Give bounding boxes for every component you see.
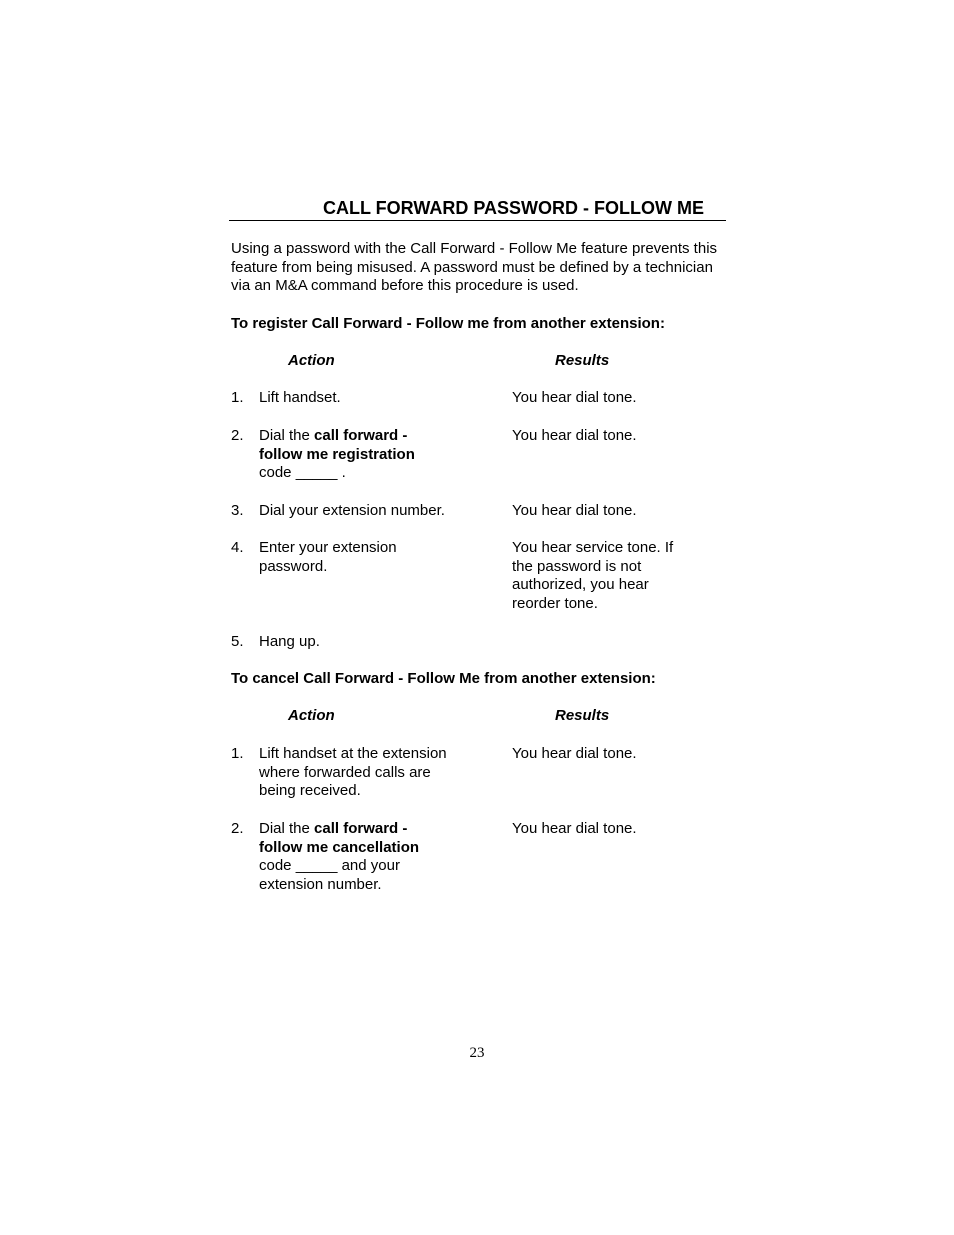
register-step-result: You hear dial tone. xyxy=(512,502,637,519)
register-step-action: Dial your extension number. xyxy=(259,502,445,519)
cancel-heading: To cancel Call Forward - Follow Me from another extension: xyxy=(231,670,656,687)
register-step-action: Lift handset. xyxy=(259,389,341,406)
cancel-results-header: Results xyxy=(555,707,610,724)
cancel-step-result: You hear dial tone. xyxy=(512,820,637,837)
register-step-number: 4. xyxy=(231,539,244,556)
cancel-step-action xyxy=(259,820,434,894)
intro-paragraph: Using a password with the Call Forward - Follow Me feature prevents this feature from being misused. A password must be defined by a technician via an M&A command before this procedure is used. xyxy=(231,240,718,295)
register-step-number: 2. xyxy=(231,427,244,444)
register-step-number: 1. xyxy=(231,389,244,406)
cancel-step-number: 1. xyxy=(231,745,244,762)
register-step-number: 5. xyxy=(231,633,244,650)
register-step-action: Hang up. xyxy=(259,633,320,650)
feature-code-name: call forward - follow me cancellation xyxy=(259,820,420,856)
page-title: CALL FORWARD PASSWORD - FOLLOW ME xyxy=(323,198,704,218)
cancel-step-action: Lift handset at the extension where forwarded calls are being received. xyxy=(259,745,447,800)
register-step-action xyxy=(259,427,434,483)
register-step-result: You hear dial tone. xyxy=(512,389,637,406)
register-step-result: You hear dial tone. xyxy=(512,427,637,444)
register-step-number: 3. xyxy=(231,502,244,519)
cancel-action-header: Action xyxy=(288,707,335,724)
page-number: 23 xyxy=(469,1045,485,1061)
feature-code-name: call forward - follow me registration xyxy=(259,427,415,463)
register-results-header: Results xyxy=(555,352,610,369)
cancel-step-number: 2. xyxy=(231,820,244,837)
register-heading: To register Call Forward - Follow me from another extension: xyxy=(231,315,665,332)
action-text: Dial the xyxy=(259,820,315,837)
register-step-result: You hear service tone. If the password is not authorized, you hear reorder tone. xyxy=(512,539,674,612)
title-underline xyxy=(229,220,726,221)
action-text: Dial the xyxy=(259,427,315,444)
register-action-header: Action xyxy=(288,352,335,369)
action-text: code _____ . xyxy=(259,464,346,482)
cancel-step-result: You hear dial tone. xyxy=(512,745,637,762)
action-text: code _____ and your extension number. xyxy=(259,857,400,893)
register-step-action: Enter your extension password. xyxy=(259,539,397,575)
